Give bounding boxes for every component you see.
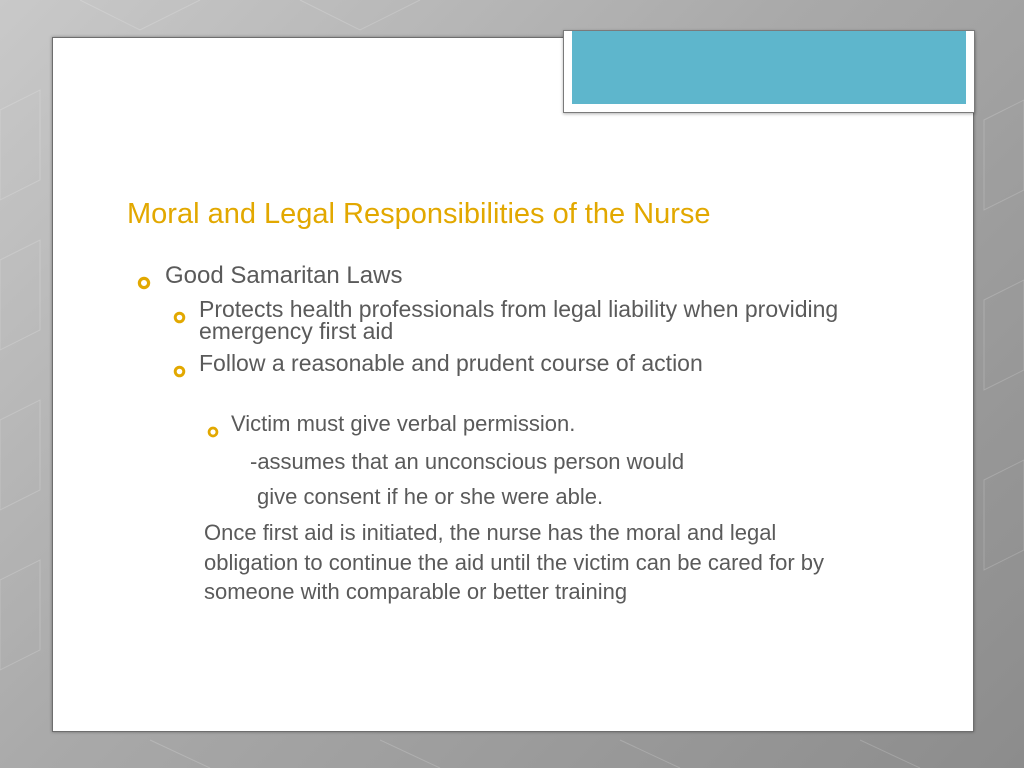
ring-bullet-icon — [137, 269, 165, 297]
continuation-line: -assumes that an unconscious person would — [250, 449, 685, 474]
bullet-level2-item — [173, 352, 853, 384]
ring-bullet-icon — [207, 418, 231, 444]
bullet-level3 — [207, 413, 575, 444]
ring-bullet-icon — [173, 303, 199, 330]
bullet-level1-text: Good Samaritan Laws — [165, 262, 403, 289]
accent-box — [563, 30, 975, 113]
ring-bullet-icon — [173, 357, 199, 384]
continuation-line: give consent if he or she were able. — [257, 484, 604, 509]
body-paragraph: Once first aid is initiated, the nurse has the moral and legal obligation to continue the aid until the victim can be cared for by someone with comparable or better training — [204, 520, 825, 604]
bullet-level2-text: Follow a reasonable and prudent course of action — [199, 350, 703, 376]
bullet-level3-text: Victim must give verbal permission. — [231, 411, 576, 436]
bullet-level2-item — [173, 298, 853, 342]
slide-title: Moral and Legal Responsibilities of the Nurse — [127, 198, 711, 230]
accent-fill — [572, 31, 966, 104]
slide-card — [52, 37, 974, 732]
bullet-level1 — [137, 264, 402, 297]
bullet-level2-text: Protects health professionals from legal liability when providing emergency first aid — [199, 296, 839, 344]
